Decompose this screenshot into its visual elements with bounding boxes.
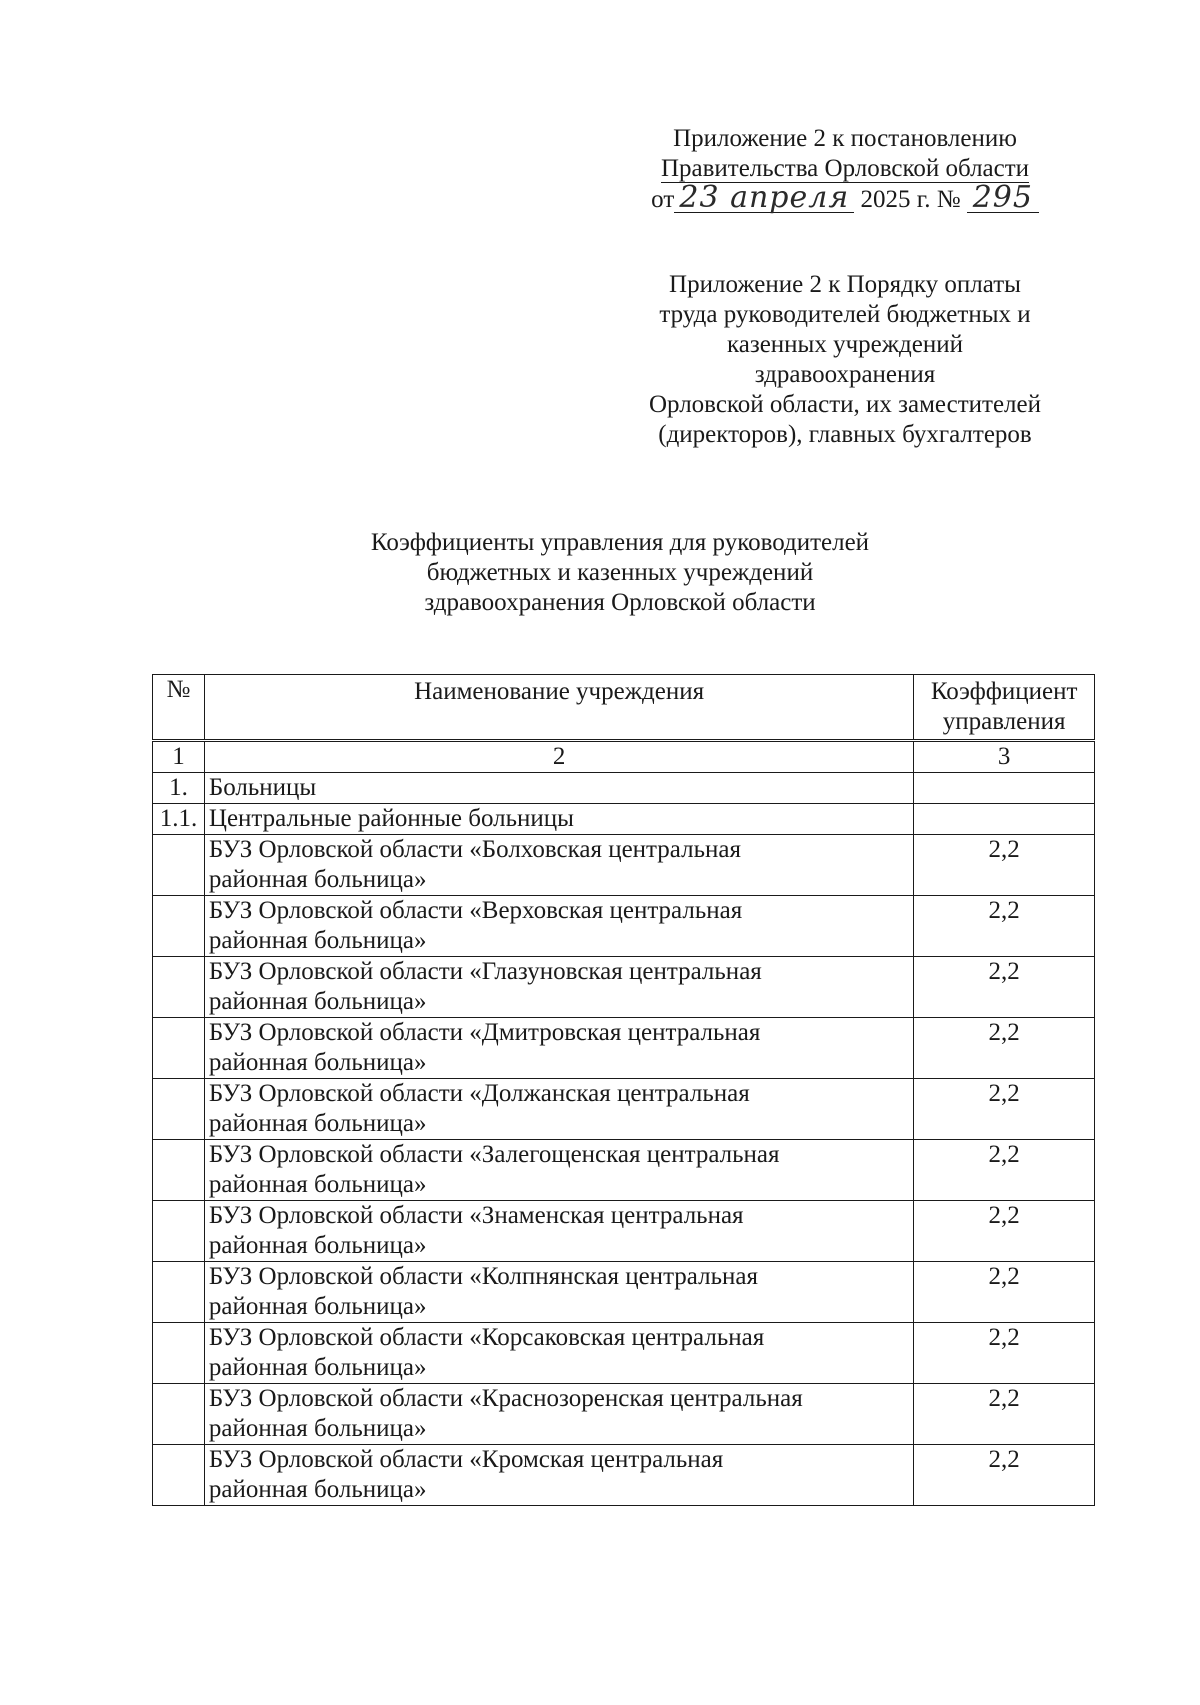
- row-name-line-2: районная больница»: [208, 1049, 427, 1076]
- document-title: [300, 528, 940, 618]
- row-name-line-1: БУЗ Орловской области «Колпнянская центральная: [208, 1263, 758, 1290]
- order-line-3: казенных учреждений: [726, 331, 964, 358]
- column-number-3: 3: [914, 741, 1095, 773]
- row-num: [153, 1445, 205, 1506]
- row-name: [204, 1140, 913, 1201]
- table-row: [153, 1018, 1095, 1079]
- subsection-coef: [914, 804, 1095, 835]
- title-line-1: Коэффициенты управления для руководителей: [370, 529, 870, 556]
- table-header-row: [153, 675, 1095, 741]
- header-coef: [914, 675, 1095, 741]
- appendix-date-line: [620, 180, 1070, 215]
- row-num: [153, 1201, 205, 1262]
- row-name-line-2: районная больница»: [208, 866, 427, 893]
- section-num: 1.: [153, 773, 205, 804]
- handwritten-date: 23 апреля: [674, 184, 854, 213]
- row-coef: 2,2: [914, 1445, 1095, 1506]
- row-num: [153, 835, 205, 896]
- row-name-line-1: БУЗ Орловской области «Дмитровская центральная: [208, 1019, 761, 1046]
- row-num: [153, 896, 205, 957]
- row-coef: 2,2: [914, 1140, 1095, 1201]
- row-num: [153, 1140, 205, 1201]
- row-name-line-1: БУЗ Орловской области «Кромская центральная: [208, 1446, 724, 1473]
- row-num: [153, 1079, 205, 1140]
- row-name-line-2: районная больница»: [208, 1415, 427, 1442]
- table-row: [153, 1079, 1095, 1140]
- row-name: [204, 1323, 913, 1384]
- header-name: Наименование учреждения: [204, 675, 913, 741]
- row-name: [204, 1262, 913, 1323]
- row-name-line-1: БУЗ Орловской области «Болховская центральная: [208, 836, 741, 863]
- row-coef: 2,2: [914, 1018, 1095, 1079]
- section-name: Больницы: [204, 773, 913, 804]
- row-coef: 2,2: [914, 1384, 1095, 1445]
- row-name: [204, 835, 913, 896]
- order-line-4: здравоохранения: [754, 361, 936, 388]
- row-name-line-2: районная больница»: [208, 1232, 427, 1259]
- order-appendix-header: [610, 270, 1080, 450]
- section-row: [153, 773, 1095, 804]
- row-num: [153, 1323, 205, 1384]
- row-name: [204, 1079, 913, 1140]
- order-line-1: Приложение 2 к Порядку оплаты: [669, 271, 1021, 298]
- order-line-6: (директоров), главных бухгалтеров: [658, 421, 1032, 448]
- row-coef: 2,2: [914, 957, 1095, 1018]
- row-name-line-1: БУЗ Орловской области «Краснозоренская центральная: [208, 1385, 803, 1412]
- section-coef: [914, 773, 1095, 804]
- row-name-line-2: районная больница»: [208, 1476, 427, 1503]
- header-coef-line-2: управления: [942, 708, 1066, 735]
- row-name-line-1: БУЗ Орловской области «Знаменская центральная: [208, 1202, 744, 1229]
- header-num: №: [153, 675, 205, 741]
- year-text: 2025 г. №: [860, 186, 961, 213]
- title-line-2: бюджетных и казенных учреждений: [426, 559, 814, 586]
- row-num: [153, 1018, 205, 1079]
- appendix-line-2-text: Правительства Орловской области: [660, 155, 1030, 182]
- coefficients-table: [152, 674, 1095, 1506]
- row-name-line-2: районная больница»: [208, 927, 427, 954]
- column-number-1: 1: [153, 741, 205, 773]
- row-coef: 2,2: [914, 1079, 1095, 1140]
- table-row: [153, 896, 1095, 957]
- resolution-appendix-header: [620, 124, 1070, 215]
- table-row: [153, 1384, 1095, 1445]
- table-row: [153, 1262, 1095, 1323]
- subsection-row: [153, 804, 1095, 835]
- subsection-name: Центральные районные больницы: [204, 804, 913, 835]
- row-coef: 2,2: [914, 1262, 1095, 1323]
- table-row: [153, 1323, 1095, 1384]
- row-coef: 2,2: [914, 896, 1095, 957]
- table-row: [153, 957, 1095, 1018]
- column-number-row: [153, 741, 1095, 773]
- row-name-line-1: БУЗ Орловской области «Корсаковская центральная: [208, 1324, 765, 1351]
- row-name-line-2: районная больница»: [208, 1110, 427, 1137]
- row-num: [153, 957, 205, 1018]
- subsection-num: 1.1.: [153, 804, 205, 835]
- row-num: [153, 1384, 205, 1445]
- row-name: [204, 957, 913, 1018]
- header-coef-line-1: Коэффициент: [930, 678, 1078, 705]
- table-row: [153, 1445, 1095, 1506]
- handwritten-number: 295: [967, 184, 1039, 213]
- row-coef: 2,2: [914, 835, 1095, 896]
- row-name-line-1: БУЗ Орловской области «Залегощенская центральная: [208, 1141, 780, 1168]
- row-name-line-1: БУЗ Орловской области «Глазуновская центральная: [208, 958, 762, 985]
- row-coef: 2,2: [914, 1201, 1095, 1262]
- table-row: [153, 1140, 1095, 1201]
- row-name: [204, 1018, 913, 1079]
- table-row: [153, 1201, 1095, 1262]
- row-coef: 2,2: [914, 1323, 1095, 1384]
- row-name: [204, 1384, 913, 1445]
- column-number-2: 2: [204, 741, 913, 773]
- order-line-5: Орловской области, их заместителей: [648, 391, 1042, 418]
- row-name: [204, 896, 913, 957]
- row-num: [153, 1262, 205, 1323]
- order-line-2: труда руководителей бюджетных и: [659, 301, 1031, 328]
- row-name-line-2: районная больница»: [208, 1171, 427, 1198]
- title-line-3: здравоохранения Орловской области: [424, 589, 816, 616]
- row-name-line-2: районная больница»: [208, 1354, 427, 1381]
- table-row: [153, 835, 1095, 896]
- date-prefix: от: [651, 186, 675, 213]
- row-name: [204, 1445, 913, 1506]
- row-name-line-1: БУЗ Орловской области «Верховская центральная: [208, 897, 743, 924]
- row-name: [204, 1201, 913, 1262]
- row-name-line-2: районная больница»: [208, 1293, 427, 1320]
- appendix-line-1: Приложение 2 к постановлению: [673, 125, 1017, 152]
- row-name-line-1: БУЗ Орловской области «Должанская центральная: [208, 1080, 750, 1107]
- row-name-line-2: районная больница»: [208, 988, 427, 1015]
